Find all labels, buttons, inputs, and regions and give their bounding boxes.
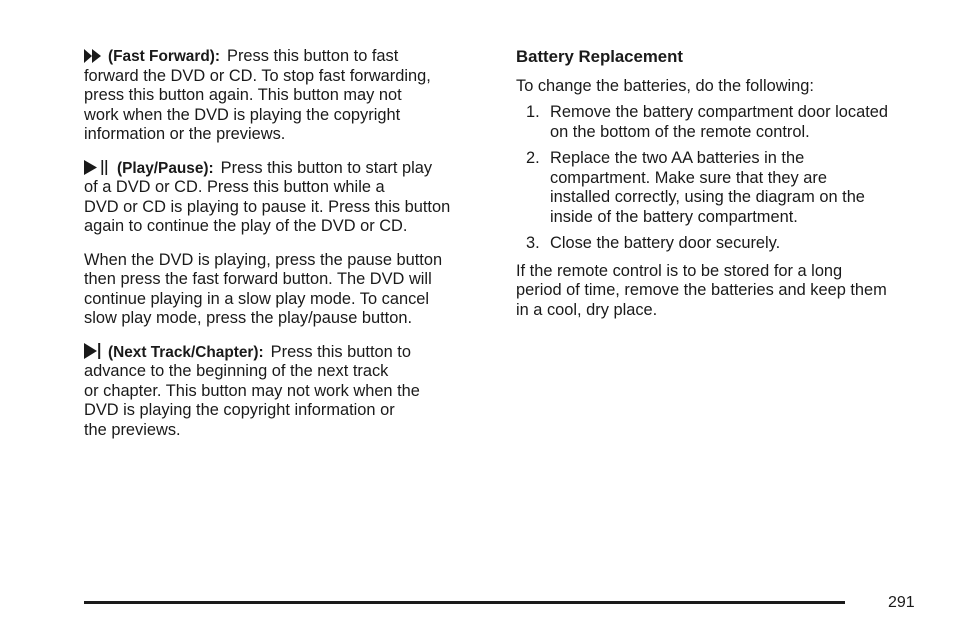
fast-forward-paragraph [84, 47, 494, 145]
next-track-label: (Next Track/Chapter): [108, 343, 264, 361]
text-line: of a DVD or CD. Press this button while a [84, 178, 385, 196]
section-heading: Battery Replacement [516, 47, 683, 66]
text-line: continue playing in a slow play mode. To cancel [84, 289, 430, 308]
next-track-icon [84, 343, 101, 359]
storage-paragraph [516, 262, 926, 321]
text-line: Remove the battery compartment door located [550, 103, 889, 121]
text-line: the previews. [84, 420, 181, 439]
text-line: in a cool, dry place. [516, 300, 658, 319]
intro-text: To change the batteries, do the following: [516, 76, 814, 95]
text-line: advance to the beginning of the next track [84, 362, 389, 380]
text-line: forward the DVD or CD. To stop fast forwarding, [84, 66, 431, 85]
list-item [516, 103, 926, 142]
text-line: Close the battery door securely. [550, 234, 781, 252]
list-item [516, 149, 926, 227]
text-line: compartment. Make sure that they are [550, 168, 827, 187]
slow-play-paragraph [84, 251, 494, 329]
text-line: or chapter. This button may not work when the [84, 381, 420, 400]
text-line: inside of the battery compartment. [550, 207, 798, 226]
text-line: again to continue the play of the DVD or CD. [84, 217, 408, 235]
text-line: DVD is playing the copyright information or [84, 401, 395, 419]
footer-rule [84, 601, 845, 604]
text-line: DVD or CD is playing to pause it. Press this button [84, 197, 451, 216]
steps-list [516, 103, 926, 254]
fast-forward-icon [84, 49, 101, 63]
right-column [516, 47, 926, 320]
next-track-paragraph [84, 343, 494, 441]
fast-forward-label: (Fast Forward): [108, 48, 221, 65]
text-line: slow play mode, press the play/pause button. [84, 309, 413, 327]
text-line: If the remote control is to be stored for a long [516, 261, 843, 280]
text-line: Press this button to fast [227, 47, 399, 65]
text-line: on the bottom of the remote control. [550, 122, 810, 141]
text-line: Press this button to [270, 342, 411, 361]
text-line: press this button again. This button may not [84, 86, 402, 104]
text-line: When the DVD is playing, press the pause button [84, 250, 443, 269]
page-number: 291 [888, 594, 915, 611]
list-item [516, 234, 926, 254]
text-line: period of time, remove the batteries and keep them [516, 281, 887, 299]
text-line: work when the DVD is playing the copyright [84, 105, 401, 124]
step-number: 3. [526, 234, 540, 252]
left-column [84, 47, 494, 454]
text-line: Replace the two AA batteries in the [550, 149, 805, 167]
text-line: information or the previews. [84, 125, 286, 143]
play-pause-paragraph [84, 159, 494, 237]
play-pause-label: (Play/Pause): [117, 159, 214, 177]
step-number: 1. [526, 103, 540, 121]
text-line: installed correctly, using the diagram on the [550, 188, 865, 206]
play-pause-icon [84, 160, 110, 175]
step-number: 2. [526, 149, 540, 167]
text-line: Press this button to start play [220, 158, 433, 177]
text-line: then press the fast forward button. The DVD will [84, 270, 432, 288]
